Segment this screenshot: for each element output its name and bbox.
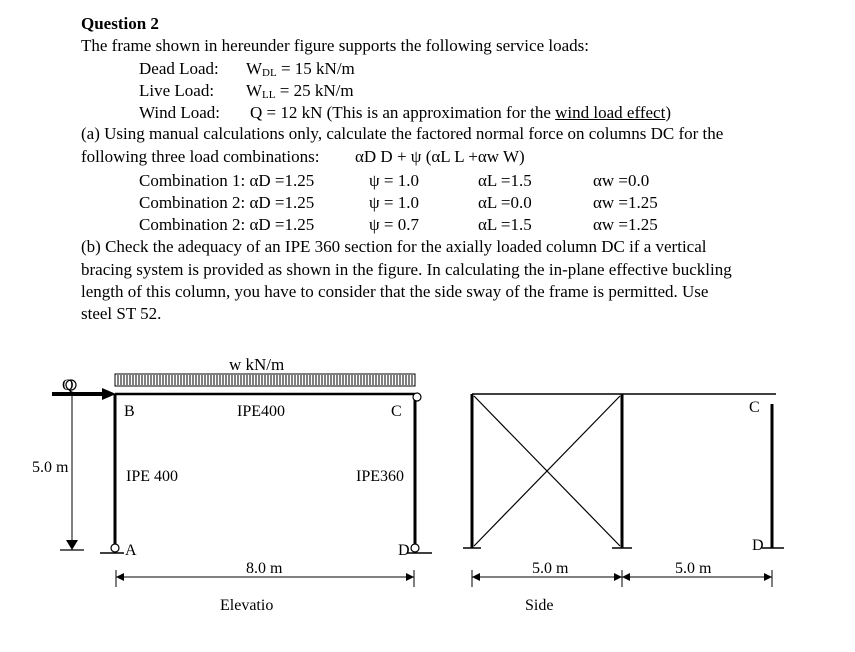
combination-2-psi: ψ = 1.0 (369, 193, 419, 212)
part-a-line-1: (a) Using manual calculations only, calculate the factored normal force on columns DC for the (81, 124, 724, 143)
side-span-2-label: 5.0 m (675, 560, 712, 577)
combination-2-alpha-l: αL =0.0 (478, 193, 532, 212)
part-a-line-2: following three load combinations: (81, 147, 320, 166)
side-frame (463, 394, 784, 548)
combination-formula: αD D + ψ (αL L +αw W) (355, 147, 525, 166)
combination-3-alpha-w: αw =1.25 (593, 215, 658, 234)
side-span-1-label: 5.0 m (532, 560, 569, 577)
elevation-caption: Elevatio (220, 597, 274, 614)
part-b-line-1: (b) Check the adequacy of an IPE 360 section for the axially loaded column DC if a vertical (81, 237, 707, 256)
node-a-label: A (125, 542, 137, 559)
side-dimension (472, 570, 772, 587)
part-b-line-4: steel ST 52. (81, 304, 162, 323)
distributed-load-band (115, 374, 415, 386)
side-caption: Side (525, 597, 554, 614)
combination-1-alpha-l: αL =1.5 (478, 171, 532, 190)
dead-load-symbol: W (246, 59, 263, 78)
part-b-line-3: length of this column, you have to consider that the side sway of the frame is permitted. Use (81, 282, 709, 301)
height-label: 5.0 m (32, 459, 69, 476)
question-intro: The frame shown in hereunder figure supports the following service loads: (81, 36, 589, 55)
support-d-icon (411, 544, 419, 552)
dead-load-sub: DL (262, 67, 277, 79)
hinge-c-icon (413, 393, 421, 401)
combination-3-psi: ψ = 0.7 (369, 215, 419, 234)
live-load-label: Live Load: (139, 81, 215, 100)
part-b-line-2: bracing system is provided as shown in the figure. In calculating the in-plane effective buckling (81, 260, 732, 279)
wind-load-amount: = 12 kN (This is an approximation for the (266, 103, 551, 122)
wind-load-label: Q (62, 377, 74, 394)
combination-3-label: Combination 2: αD =1.25 (139, 215, 315, 234)
combination-2-label: Combination 2: αD =1.25 (139, 193, 315, 212)
dead-load-label: Dead Load: (139, 59, 219, 78)
load-label: w kN/m (229, 355, 285, 374)
wind-load-tail: ) (665, 103, 671, 122)
support-a-icon (111, 544, 119, 552)
live-load-sub: LL (262, 89, 276, 101)
wind-load-symbol: Q (250, 103, 263, 122)
combination-1-psi: ψ = 1.0 (369, 171, 419, 190)
beam-section-label: IPE400 (237, 403, 285, 420)
node-d-label: D (398, 542, 410, 559)
node-b-label: B (124, 403, 135, 420)
side-node-c-label: C (749, 399, 760, 416)
dead-load-amount: = 15 kN/m (280, 59, 355, 78)
wind-load-label: Wind Load: (139, 103, 220, 122)
live-load-symbol: W (246, 81, 263, 100)
wind-load-effect-link[interactable]: wind load effect (555, 103, 666, 122)
combination-3-alpha-l: αL =1.5 (478, 215, 532, 234)
span-label: 8.0 m (246, 560, 283, 577)
right-column-section-label: IPE360 (356, 468, 404, 485)
live-load-amount: = 25 kN/m (279, 81, 354, 100)
combination-1-alpha-w: αw =0.0 (593, 171, 650, 190)
question-title: Question 2 (81, 14, 159, 33)
node-c-label: C (391, 403, 402, 420)
side-node-d-label: D (752, 537, 764, 554)
left-column-section-label: IPE 400 (126, 468, 178, 485)
combination-2-alpha-w: αw =1.25 (593, 193, 658, 212)
combination-1-label: Combination 1: αD =1.25 (139, 171, 315, 190)
